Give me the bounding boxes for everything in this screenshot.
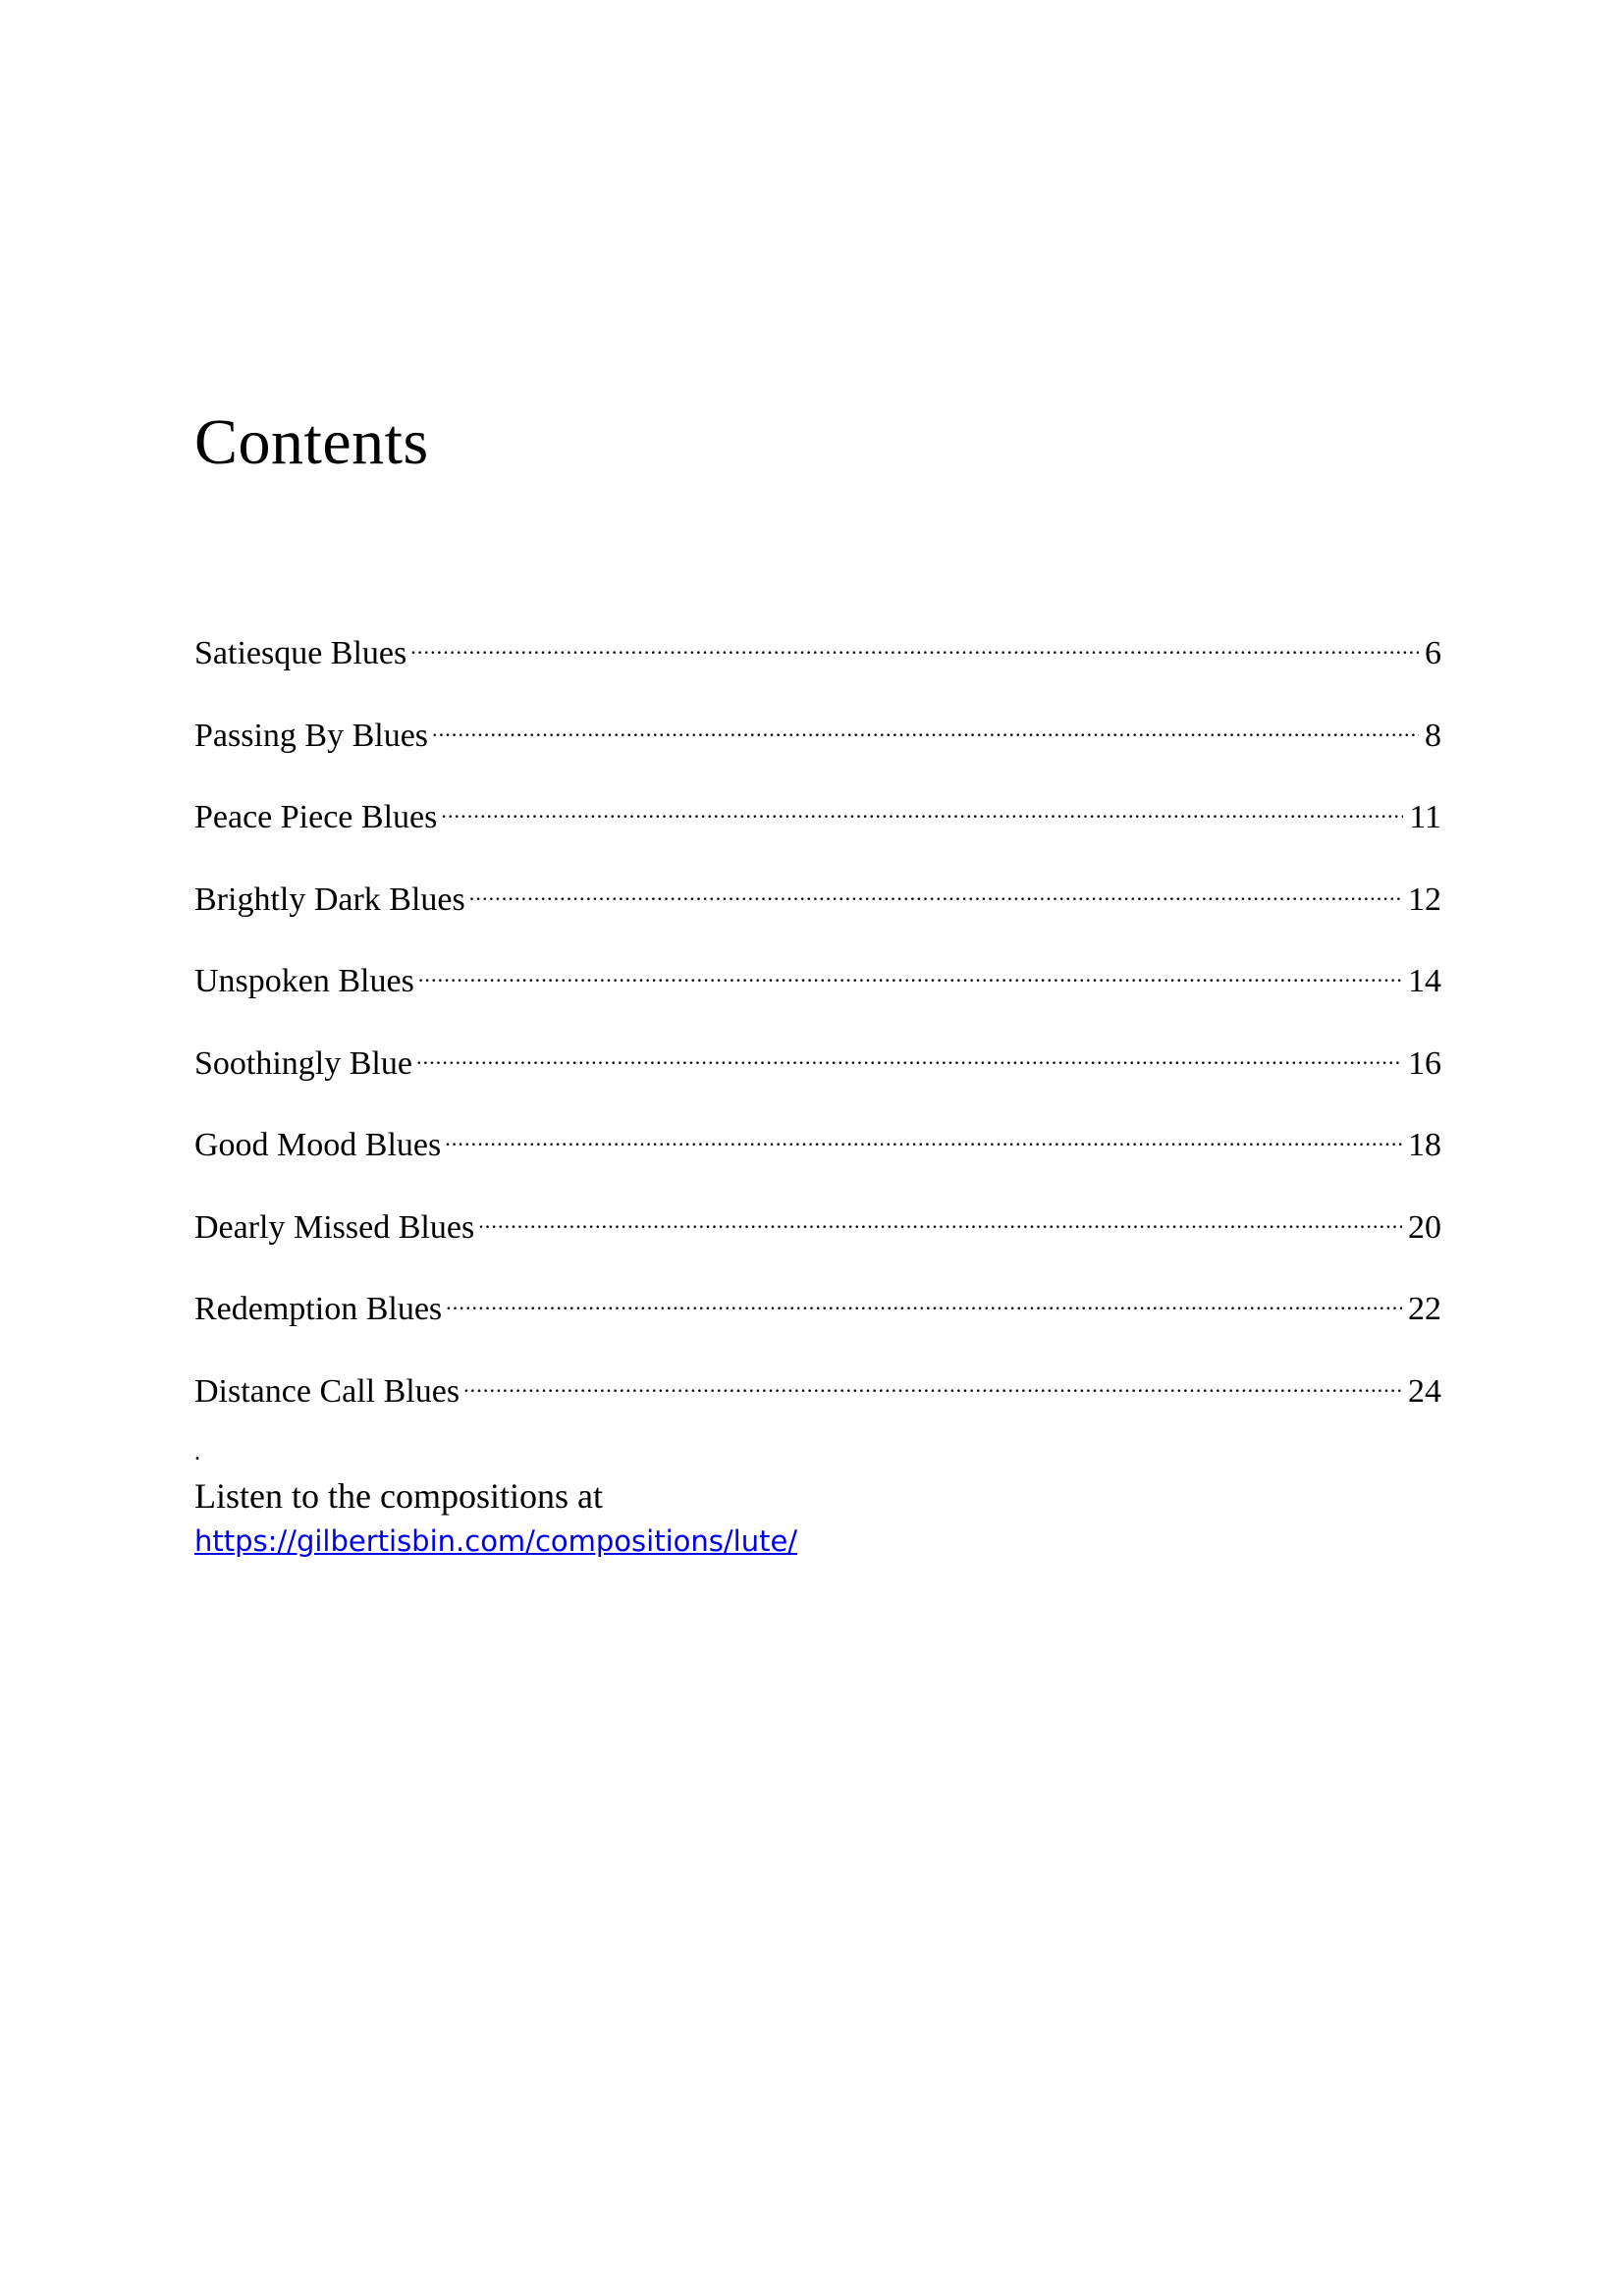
toc-entry-page: 6 xyxy=(1425,635,1441,671)
toc-dot-leader xyxy=(418,952,1402,991)
toc-entry[interactable] xyxy=(194,952,1441,1035)
stray-period: . xyxy=(194,1440,200,1466)
contents-heading: Contents xyxy=(194,406,429,478)
toc-entry-page: 8 xyxy=(1425,717,1441,754)
toc-entry-title: Distance Call Blues xyxy=(194,1372,460,1410)
toc-entry-title: Peace Piece Blues xyxy=(194,799,438,835)
listen-text: Listen to the compositions at xyxy=(194,1476,603,1516)
toc-entry-page: 12 xyxy=(1408,881,1441,918)
toc-dot-leader xyxy=(432,707,1419,746)
toc-dot-leader xyxy=(478,1199,1402,1238)
toc-entry-page: 20 xyxy=(1408,1208,1441,1246)
toc-entry-title: Unspoken Blues xyxy=(194,963,414,999)
toc-entry[interactable] xyxy=(194,788,1441,871)
toc-entry-page: 14 xyxy=(1408,963,1441,999)
toc-entry-page: 11 xyxy=(1409,799,1441,835)
toc-dot-leader xyxy=(441,788,1403,828)
toc-entry[interactable] xyxy=(194,1280,1441,1362)
toc-entry[interactable] xyxy=(194,871,1441,953)
toc-entry[interactable] xyxy=(194,1035,1441,1117)
toc-dot-leader xyxy=(463,1362,1402,1402)
toc-dot-leader xyxy=(469,871,1402,910)
toc-entry-page: 24 xyxy=(1408,1372,1441,1410)
toc-entry-title: Dearly Missed Blues xyxy=(194,1208,475,1246)
toc-dot-leader xyxy=(445,1116,1402,1155)
toc-dot-leader xyxy=(416,1035,1402,1074)
toc-entry-title: Passing By Blues xyxy=(194,717,429,754)
toc-entry[interactable] xyxy=(194,1199,1441,1281)
toc-entry-page: 18 xyxy=(1408,1127,1441,1163)
toc-entry[interactable] xyxy=(194,1116,1441,1199)
toc-entry-title: Brightly Dark Blues xyxy=(194,881,465,918)
toc-entry[interactable] xyxy=(194,1362,1441,1445)
toc-entry-page: 22 xyxy=(1408,1291,1441,1327)
toc-entry-title: Good Mood Blues xyxy=(194,1127,442,1163)
toc-dot-leader xyxy=(446,1280,1402,1319)
toc-entry-title: Satiesque Blues xyxy=(194,635,407,671)
toc-entry-title: Redemption Blues xyxy=(194,1291,443,1327)
toc-entry[interactable] xyxy=(194,707,1441,789)
toc-entry[interactable] xyxy=(194,624,1441,707)
toc-entry-page: 16 xyxy=(1408,1044,1441,1082)
compositions-link[interactable]: https://gilbertisbin.com/compositions/lute/ xyxy=(194,1524,798,1558)
toc-dot-leader xyxy=(410,624,1419,664)
table-of-contents xyxy=(194,624,1441,1444)
toc-entry-title: Soothingly Blue xyxy=(194,1044,412,1082)
